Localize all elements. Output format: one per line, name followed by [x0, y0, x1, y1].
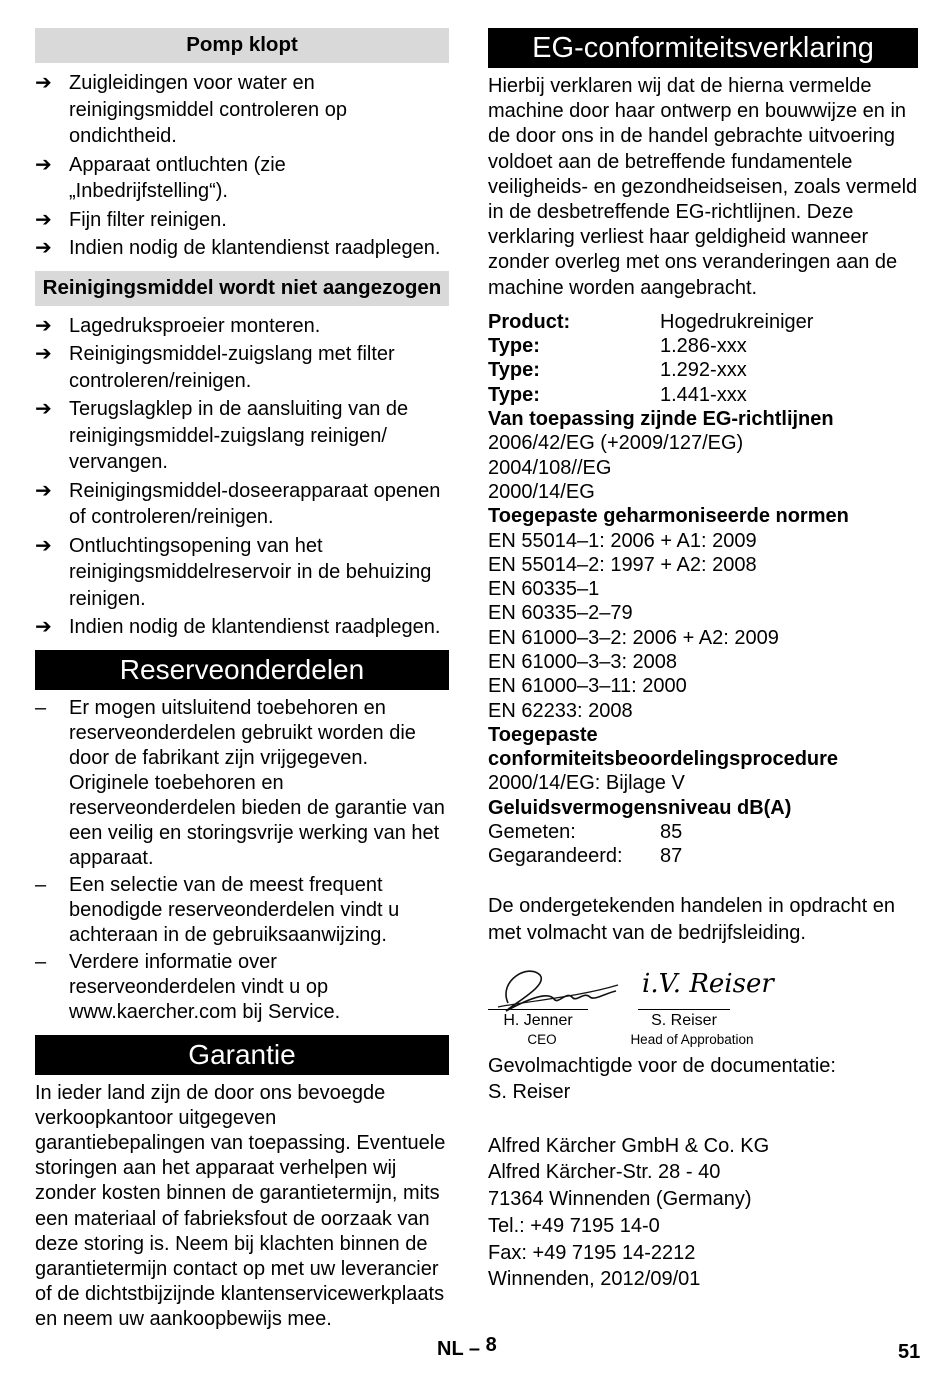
- signature-role: CEO: [527, 1031, 557, 1047]
- list-item: – Een selectie van de meest frequent benodigde reserveonderdelen vindt u achteraan in de gebruiksaanwijzing.: [35, 873, 400, 946]
- type-label: Type:: [488, 383, 540, 406]
- list-item: ➔ Fijn filter reinigen.: [35, 207, 449, 234]
- right-column: [488, 28, 918, 1293]
- type-label: Type:: [488, 335, 540, 358]
- fax: Fax: +49 7195 14-2212: [488, 1241, 696, 1264]
- arrow-right-icon: ➔: [35, 208, 52, 231]
- list-item: ➔ Indien nodig de klantendienst raadplegen.: [35, 614, 449, 641]
- company-name: Alfred Kärcher GmbH & Co. KG: [488, 1134, 770, 1157]
- footer-dash: –: [468, 1338, 480, 1360]
- reinigingsmiddel-heading: Reinigingsmiddel wordt niet aangezogen: [35, 271, 449, 306]
- signature-reiser-script: i.V. Reiser: [642, 968, 774, 999]
- procedure-title: Toegepaste conformiteitsbeoordelingsprocedure: [488, 723, 839, 771]
- signature-name: S. Reiser: [638, 1009, 730, 1030]
- city: 71364 Winnenden (Germany): [488, 1188, 752, 1211]
- directive-item: 2000/14/EG: [488, 480, 595, 503]
- measured-value: 85: [660, 821, 683, 844]
- garantie-text: In ieder land zijn de door ons bevoegde verkoopkantoor uitgegeven garantiebepalingen van toepassing. Eventuele storingen aan het apparaat verhelpen wij zonder kosten binnen de garantietermijn, mits een materiaal of fabrieksfout de oorzaak van deze storing is. Neem bij klachten binnen de garantietermijn contact op met uw leverancier of de dichtstbijzijnde klantenservicewerkplaats en neem uw aankoopbewijs mee.: [35, 1081, 446, 1331]
- procedure-value: 2000/14/EG: Bijlage V: [488, 772, 685, 795]
- conformity-intro: Hierbij verklaren wij dat de hierna vermelde machine door haar ontwerp en bouwwijze en in de door ons in de handel gebrachte uitvoering voldoet aan de betreffende fundamentele veiligheids- en gezondheidseisen, zoals vermeld in de desbetreffende EG-richtlijnen. Deze verklaring verliest haar geldigheid wanneer zonder overleg met ons veranderingen aan de machine worden aangebracht.: [488, 75, 918, 299]
- product-row: [488, 310, 918, 334]
- type-value: 1.292-xxx: [660, 359, 747, 382]
- list-item: ➔ Lagedruksproeier monteren.: [35, 313, 449, 340]
- directive-item: 2004/108//EG: [488, 456, 612, 479]
- arrow-right-icon: ➔: [35, 237, 52, 259]
- garantie-heading: Garantie: [35, 1035, 449, 1075]
- signatures: [488, 961, 918, 1053]
- arrow-right-icon: ➔: [35, 314, 52, 337]
- arrow-right-icon: ➔: [35, 398, 52, 420]
- list-item: ➔ Indien nodig de klantendienst raadplegen.: [35, 235, 449, 262]
- norm-item: EN 60335–2–79: [488, 602, 633, 625]
- documentation-name: S. Reiser: [488, 1081, 571, 1104]
- dash-icon: –: [35, 696, 47, 719]
- page-number: 51: [898, 1341, 921, 1363]
- directive-item: 2006/42/EG (+2009/127/EG): [488, 432, 744, 455]
- norm-item: EN 61000–3–11: 2000: [488, 675, 687, 698]
- norm-item: EN 55014–1: 2006 + A1: 2009: [488, 529, 757, 552]
- norm-item: EN 61000–3–3: 2008: [488, 650, 678, 673]
- place-date: Winnenden, 2012/09/01: [488, 1268, 701, 1291]
- list-item: ➔ Terugslagklep in de aansluiting van de reinigingsmiddel-zuigslang reinigen/ vervangen.: [35, 398, 409, 473]
- closing-text: De ondergetekenden handelen in opdracht en met volmacht van de bedrijfsleiding.: [488, 894, 895, 944]
- norms-title: Toegepaste geharmoniseerde normen: [488, 505, 849, 528]
- footer-section-page: [437, 1334, 497, 1361]
- type-value: 1.441-xxx: [660, 383, 747, 406]
- documentation-label: Gevolmachtigde voor de documentatie:: [488, 1054, 836, 1077]
- signature-reiser: [630, 961, 774, 1047]
- list-item: – Verdere informatie over reserveonderdelen vindt u op www.kaercher.com bij Service.: [35, 950, 341, 1023]
- conformity-heading: EG-conformiteitsverklaring: [488, 28, 918, 68]
- pomp-heading: Pomp klopt: [35, 28, 449, 63]
- street-address: Alfred Kärcher-Str. 28 - 40: [488, 1161, 721, 1184]
- product-label: Product:: [488, 310, 571, 333]
- list-item: ➔ Reinigingsmiddel-zuigslang met filter controleren/reinigen.: [35, 343, 395, 392]
- norm-item: EN 62233: 2008: [488, 699, 633, 722]
- dash-icon: –: [35, 873, 47, 896]
- list-item: – Er mogen uitsluitend toebehoren en reserveonderdelen gebruikt worden die door de fabrikant zijn vrijgegeven. Originele toebehoren en reserveonderdelen bieden de garantie van een veilig en storingsvrije werking van het apparaat.: [35, 696, 445, 869]
- arrow-right-icon: ➔: [35, 534, 52, 557]
- pomp-list: [35, 70, 449, 262]
- measured-label: Gemeten:: [488, 821, 576, 844]
- type-label: Type:: [488, 359, 540, 382]
- norm-item: EN 60335–1: [488, 578, 600, 601]
- signature-role: Head of Approbation: [630, 1031, 754, 1047]
- arrow-right-icon: ➔: [35, 343, 52, 365]
- arrow-right-icon: ➔: [35, 616, 52, 638]
- list-item: ➔ Reinigingsmiddel-doseerapparaat openen of controleren/reinigen.: [35, 479, 441, 528]
- footer-section-number: 8: [485, 1334, 497, 1356]
- specification-block: [488, 310, 918, 869]
- sound-title: Geluidsvermogensniveau dB(A): [488, 796, 792, 819]
- footer-language: NL: [437, 1338, 464, 1360]
- guaranteed-row: [488, 844, 918, 868]
- reserveonderdelen-list: [35, 696, 449, 1025]
- guaranteed-value: 87: [660, 845, 683, 868]
- guaranteed-label: Gegarandeerd:: [488, 845, 623, 868]
- arrow-right-icon: ➔: [35, 153, 52, 176]
- type-value: 1.286-xxx: [660, 335, 747, 358]
- arrow-right-icon: ➔: [35, 72, 52, 94]
- measured-row: [488, 820, 918, 844]
- directives-title: Van toepassing zijnde EG-richtlijnen: [488, 408, 834, 431]
- product-value: Hogedrukreiniger: [660, 310, 814, 333]
- telephone: Tel.: +49 7195 14-0: [488, 1214, 660, 1237]
- norm-item: EN 61000–3–2: 2006 + A2: 2009: [488, 626, 779, 649]
- list-item: ➔ Ontluchtingsopening van het reinigingsmiddelreservoir in de behuizing reinigen.: [35, 534, 432, 610]
- signature-name: H. Jenner: [488, 1009, 588, 1030]
- arrow-right-icon: ➔: [35, 479, 52, 502]
- list-item: ➔ Zuigleidingen voor water en reinigingsmiddel controleren op ondichtheid.: [35, 72, 347, 147]
- reinigingsmiddel-list: [35, 313, 449, 641]
- signature-jenner: [488, 961, 623, 1047]
- norm-item: EN 55014–2: 1997 + A2: 2008: [488, 553, 757, 576]
- list-item: ➔ Apparaat ontluchten (zie „Inbedrijfstelling“).: [35, 153, 286, 202]
- type-row: [488, 358, 918, 382]
- dash-icon: –: [35, 950, 47, 973]
- type-row: [488, 383, 918, 407]
- left-column: [35, 28, 449, 1333]
- reserveonderdelen-heading: Reserveonderdelen: [35, 650, 449, 690]
- type-row: [488, 334, 918, 358]
- contact-block: [488, 1053, 918, 1293]
